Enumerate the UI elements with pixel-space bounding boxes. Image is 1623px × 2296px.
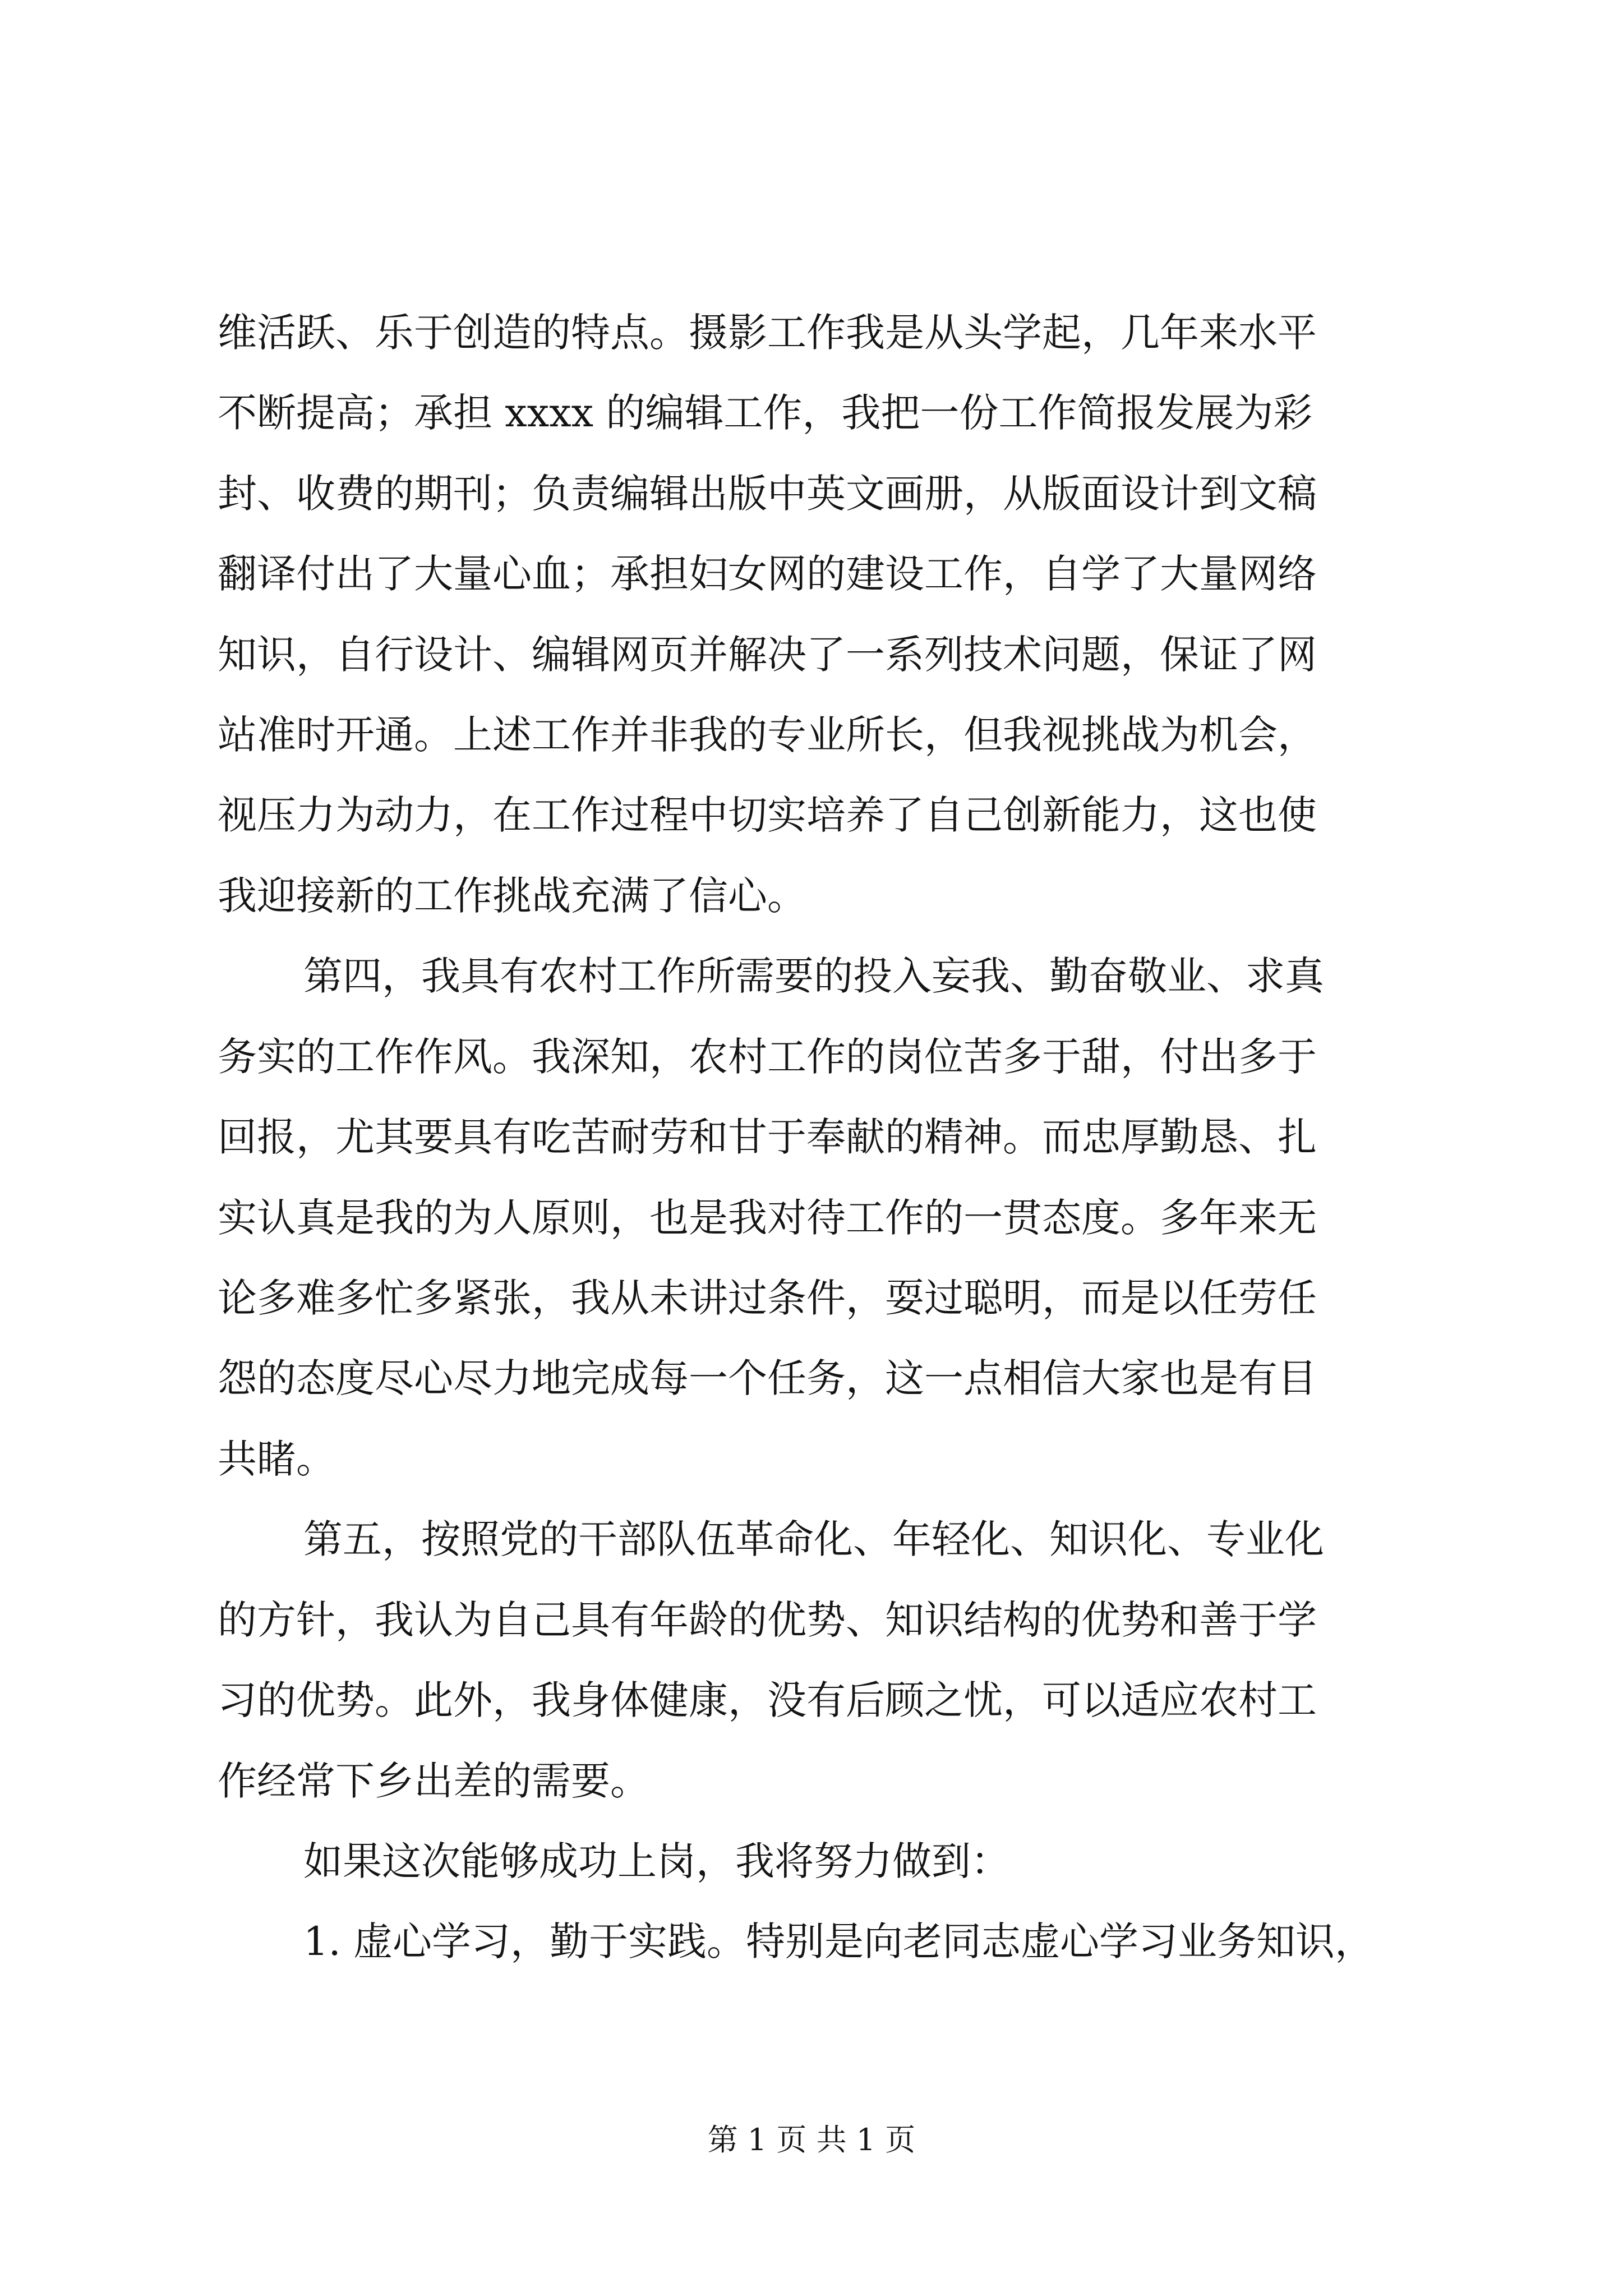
body-line: 视压力为动力，在工作过程中切实培养了自己创新能力，这也使: [218, 792, 1317, 838]
paragraph-start-line: 如果这次能够成功上岗，我将努力做到：: [303, 1838, 1010, 1884]
body-line: 封、收费的期刊；负责编辑出版中英文画册，从版面设计到文稿: [218, 471, 1317, 517]
body-line: 怨的态度尽心尽力地完成每一个任务，这一点相信大家也是有目: [218, 1355, 1317, 1401]
paragraph-start-line: 第五，按照党的干部队伍革命化、年轻化、知识化、专业化: [303, 1516, 1324, 1562]
body-line: 务实的工作作风。我深知，农村工作的岗位苦多于甜，付出多于: [218, 1034, 1317, 1080]
body-line: 的方针，我认为自己具有年龄的优势、知识结构的优势和善于学: [218, 1597, 1317, 1643]
body-line: 作经常下乡出差的需要。: [218, 1758, 649, 1804]
body-line: 习的优势。此外，我身体健康，没有后顾之忧，可以适应农村工: [218, 1677, 1317, 1723]
body-line: 不断提高；承担 xxxx 的编辑工作，我把一份工作简报发展为彩: [218, 390, 1313, 436]
body-line: 知识，自行设计、编辑网页并解决了一系列技术问题，保证了网: [218, 632, 1317, 678]
body-line: 站准时开通。上述工作并非我的专业所长，但我视挑战为机会，: [218, 712, 1317, 758]
body-line: 共睹。: [218, 1436, 335, 1482]
body-line: 回报，尤其要具有吃苦耐劳和甘于奉献的精神。而忠厚勤恳、扎: [218, 1114, 1317, 1160]
body-line: 论多难多忙多紧张，我从未讲过条件，耍过聪明，而是以任劳任: [218, 1275, 1317, 1321]
list-item-line: 1. 虚心学习，勤于实践。特别是向老同志虚心学习业务知识，: [303, 1918, 1375, 1964]
body-line: 翻译付出了大量心血；承担妇女网的建设工作，自学了大量网络: [218, 551, 1317, 597]
paragraph-start-line: 第四，我具有农村工作所需要的投入妄我、勤奋敬业、求真: [303, 953, 1324, 999]
body-line: 维活跃、乐于创造的特点。摄影工作我是从头学起，几年来水平: [218, 310, 1317, 356]
body-line: 我迎接新的工作挑战充满了信心。: [218, 873, 806, 919]
body-line: 实认真是我的为人原则，也是我对待工作的一贯态度。多年来无: [218, 1195, 1317, 1241]
page-footer: 第 1 页 共 1 页: [707, 2122, 916, 2157]
